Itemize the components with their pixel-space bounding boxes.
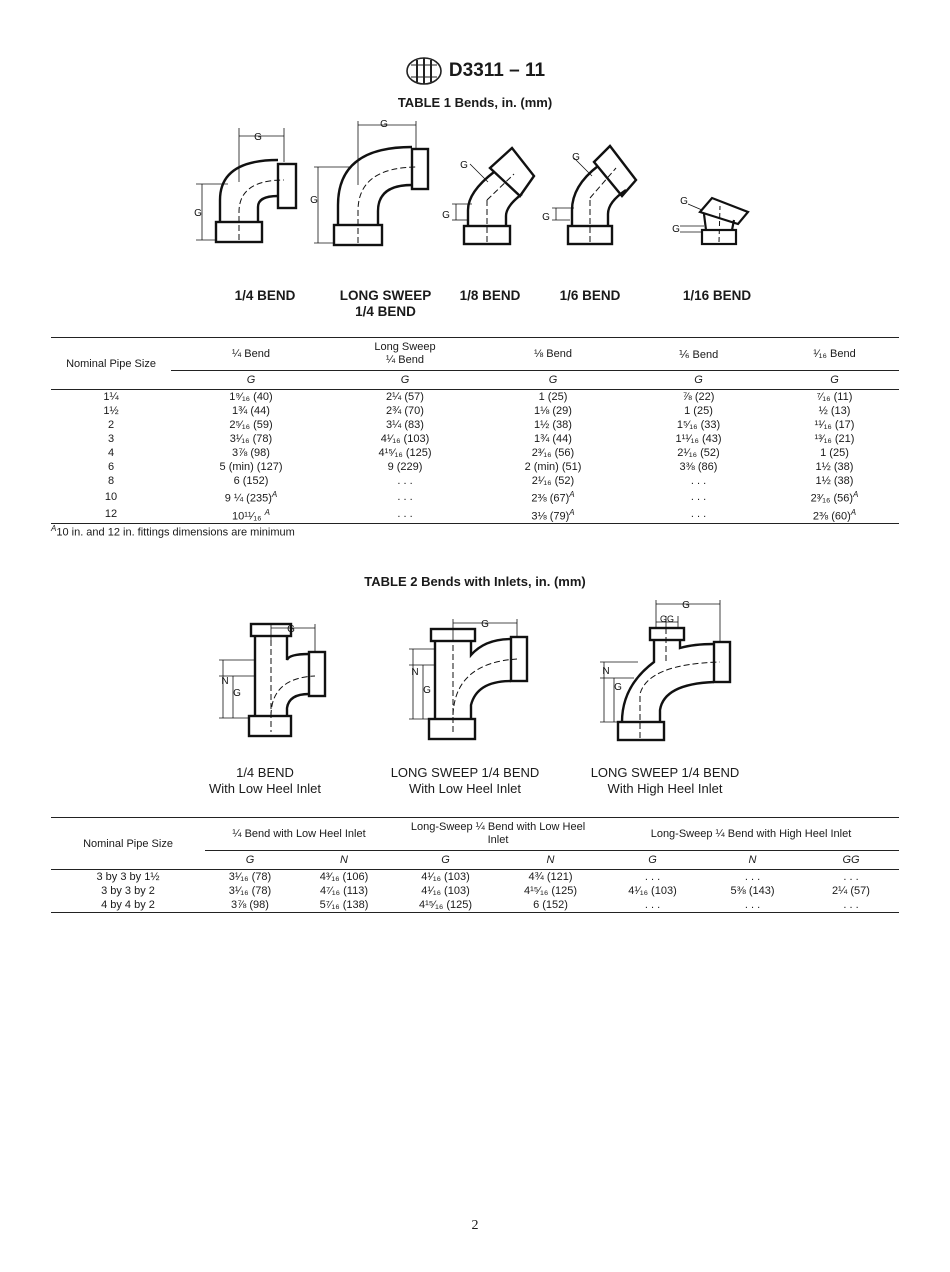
table-cell: . . . — [397, 475, 413, 487]
table-row — [51, 390, 899, 405]
table-cell: 2¼ (57) — [386, 391, 424, 403]
table-cell: 5⅜ (143) — [730, 885, 775, 897]
svg-text:G: G — [682, 600, 690, 611]
long-sweep-high-heel-drawing — [598, 598, 748, 746]
svg-text:G: G — [194, 208, 202, 219]
table1-subhead: G — [770, 371, 899, 390]
table-cell: 1½ — [103, 405, 119, 417]
table-cell: 4⁷⁄₁₆ (113) — [319, 885, 368, 897]
table-cell: 5 (min) (127) — [219, 461, 283, 473]
svg-text:G: G — [254, 132, 262, 143]
table-cell: 3¹⁄₁₆ (78) — [228, 885, 272, 897]
svg-text:N: N — [221, 676, 229, 687]
table-cell: 9 (229) — [387, 461, 423, 473]
table-cell: 1 (25) — [538, 391, 568, 403]
table-cell: 1⁵⁄₁₆ (33) — [676, 419, 721, 431]
table-cell: . . . — [690, 490, 707, 503]
table-cell: ½ (13) — [818, 405, 851, 417]
table1-subhead: G — [627, 371, 770, 390]
svg-text:GG: GG — [659, 614, 675, 624]
table-row — [51, 432, 899, 446]
table-cell: . . . — [744, 871, 761, 883]
table2-header-group-quarter: ¼ Bend with Low Heel Inlet — [205, 818, 393, 851]
table-cell: 2¾ (70) — [386, 405, 424, 417]
table2-subhead: G — [205, 851, 295, 870]
table-cell: ¹¹⁄₁₆ (17) — [814, 419, 855, 431]
footnote-ref: A — [264, 507, 270, 517]
figure-label-quarter-bend: 1/4 BEND — [234, 288, 296, 303]
figure-label-long-sweep-high-heel: LONG SWEEP 1/4 BEND With High Heel Inlet — [590, 765, 740, 796]
table-cell: 3 by 3 by 1½ — [96, 871, 160, 883]
table-cell: . . . — [702, 898, 803, 913]
table-cell: 1 (25) — [820, 447, 849, 459]
table-cell: 2⅜ $(60)^A$ — [770, 506, 899, 524]
table-cell: . . . — [644, 871, 661, 883]
svg-text:G: G — [287, 624, 295, 635]
table-cell: ⅞ (22) — [682, 391, 715, 403]
figure-label-low-heel-inlet: 1/4 BEND With Low Heel Inlet — [209, 765, 321, 796]
table1-header-sixteenth: ¹⁄₁₆ Bend — [770, 338, 899, 371]
table1-header-nominal: Nominal Pipe Size — [51, 338, 171, 390]
table-cell: 4¹⁵⁄₁₆ (125) — [378, 447, 432, 459]
table-cell: 3 by 3 by 2 — [101, 885, 155, 897]
table-cell: 1 (25) — [684, 405, 713, 417]
footnote-ref: A — [850, 507, 857, 517]
table-cell: 6 (152) — [233, 475, 269, 487]
table1-header-sixth: ⅙ Bend — [627, 338, 770, 371]
svg-text:G: G — [442, 210, 450, 221]
table2-subhead: N — [702, 851, 803, 870]
svg-text:G: G — [310, 195, 318, 206]
table2-header-group-long-sweep-low: Long-Sweep ¼ Bend with Low Heel Inlet — [393, 818, 603, 851]
sixteenth-bend-drawing — [670, 190, 755, 250]
table-cell: 3¼ (83) — [386, 419, 424, 431]
table-cell: 1¼ — [103, 391, 119, 403]
table-cell: 2 — [107, 419, 115, 431]
table2-subhead: G — [603, 851, 702, 870]
figure-label-long-sweep: LONG SWEEP 1/4 BEND — [339, 288, 432, 319]
figure-label-sixteenth-bend: 1/16 BEND — [682, 288, 752, 303]
table-row — [51, 898, 899, 913]
table2-subhead: G — [393, 851, 498, 870]
eighth-bend-drawing — [442, 150, 542, 250]
table-cell: 3⅞ (98) — [205, 898, 295, 913]
page-header — [0, 56, 950, 86]
svg-text:G: G — [233, 688, 241, 699]
table1-subhead: G — [479, 371, 627, 390]
table1-header-eighth: ⅛ Bend — [479, 338, 627, 371]
figure-label-eighth-bend: 1/8 BEND — [459, 288, 521, 303]
table2-subhead: N — [498, 851, 603, 870]
table2-bends-with-inlets — [51, 817, 899, 913]
svg-text:G: G — [614, 682, 622, 693]
footnote-ref: A — [271, 490, 278, 499]
svg-text:G: G — [542, 212, 550, 223]
table-cell: 9 ¼ $(235)^A$ — [224, 490, 278, 505]
table-cell: 3 — [107, 433, 115, 445]
table-cell: 2¹⁄₁₆ (52) — [531, 475, 575, 487]
table-row — [51, 474, 899, 488]
table2-subhead: N — [295, 851, 393, 870]
table-cell: 1⅛ (29) — [534, 405, 572, 417]
table-cell: 6 (152) — [498, 898, 603, 913]
svg-text:G: G — [423, 685, 431, 696]
figure-label-long-sweep-low-heel: LONG SWEEP 1/4 BEND With Low Heel Inlet — [390, 765, 540, 796]
footnote-text: 10 in. and 12 in. fittings dimensions are minimum — [56, 526, 295, 539]
table-cell: 1¹¹⁄₁₆ (43) — [675, 433, 722, 445]
table-row — [51, 884, 899, 898]
table-cell: 2 (min) (51) — [524, 461, 582, 473]
table-cell: . . . — [397, 490, 413, 503]
long-sweep-low-heel-drawing — [405, 615, 540, 745]
page-number: 2 — [471, 1218, 479, 1233]
table2-header-nominal: Nominal Pipe Size — [51, 818, 205, 870]
table-row — [51, 404, 899, 418]
table-cell: 4¹⁄₁₆ (103) — [421, 885, 470, 897]
svg-text:G: G — [481, 619, 489, 630]
table-cell: 4¾ (121) — [528, 871, 573, 883]
document-id: D3311 – 11 — [448, 60, 546, 81]
table-cell: 4¹⁄₁₆ (103) — [628, 885, 677, 897]
footnote-mark: A — [51, 524, 57, 533]
table1-header-quarter: ¼ Bend — [171, 338, 331, 371]
table-cell: 6 — [107, 461, 115, 473]
table-cell: 2³⁄₁₆ (56) — [531, 447, 575, 459]
table-cell: 2¼ (57) — [832, 885, 870, 897]
svg-text:G: G — [672, 224, 680, 235]
table-cell: 10 — [104, 490, 118, 503]
svg-text:G: G — [572, 152, 580, 163]
table-cell: 1⁹⁄₁₆ (40) — [229, 391, 273, 403]
table-cell: 12 — [51, 506, 171, 524]
table-cell: 3⅞ (98) — [232, 447, 270, 459]
table2-subhead: GG — [803, 851, 899, 870]
table1-bends — [51, 337, 899, 524]
table-cell: . . . — [331, 506, 479, 524]
table-row — [51, 460, 899, 474]
table-row — [51, 418, 899, 432]
footnote-ref: A — [853, 490, 859, 499]
table-cell: . . . — [627, 506, 770, 524]
table-row — [51, 446, 899, 460]
table-cell: 8 — [107, 475, 115, 487]
table-cell: 1½ (38) — [534, 419, 572, 431]
footnote-ref: A — [569, 490, 575, 499]
table-cell: 4¹⁄₁₆ (103) — [421, 871, 470, 883]
table-cell: 1¾ (44) — [534, 433, 572, 445]
sixth-bend-drawing — [542, 150, 642, 250]
table-cell: 10¹¹⁄₁₆ $^A$ — [171, 506, 331, 524]
table-cell: ⁷⁄₁₆ (11) — [816, 391, 853, 403]
table1-caption: TABLE 1 Bends, in. (mm) — [397, 95, 553, 110]
table2-caption: TABLE 2 Bends with Inlets, in. (mm) — [364, 574, 586, 589]
table-cell: 4¹⁵⁄₁₆ (125) — [393, 898, 498, 913]
table-row — [51, 870, 899, 885]
table-cell: 3¹⁄₁₆ (78) — [228, 871, 272, 883]
table-cell: . . . — [603, 898, 702, 913]
quarter-bend-drawing — [192, 122, 307, 252]
table-row — [51, 506, 899, 524]
svg-text:G: G — [460, 160, 468, 171]
table-cell: . . . — [803, 898, 899, 913]
table-cell: 2³⁄₁₆ $(56)^A$ — [810, 490, 859, 505]
svg-text:G: G — [380, 119, 388, 130]
table-cell: 4 by 4 by 2 — [51, 898, 205, 913]
table-cell: . . . — [690, 475, 707, 487]
table-cell: ¹³⁄₁₆ (21) — [814, 433, 855, 445]
table-cell: 2⁵⁄₁₆ (59) — [229, 419, 273, 431]
quarter-bend-low-heel-drawing — [215, 620, 335, 745]
table-cell: 4 — [107, 447, 115, 459]
svg-text:N: N — [602, 666, 610, 677]
table-cell: 2¹⁄₁₆ (52) — [677, 447, 720, 459]
table-row — [51, 488, 899, 506]
table1-footnote — [51, 524, 295, 539]
table-cell: 3⅛ $(79)^A$ — [479, 506, 627, 524]
table1-subhead: G — [331, 371, 479, 390]
svg-text:G: G — [680, 196, 688, 207]
astm-logo-icon — [405, 56, 443, 86]
table-cell: 4³⁄₁₆ (106) — [319, 871, 369, 883]
figure-label-sixth-bend: 1/6 BEND — [559, 288, 621, 303]
table-cell: 3⅜ (86) — [679, 461, 718, 473]
table1-header-long-sweep: Long Sweep ¼ Bend — [331, 338, 479, 371]
table1-subhead: G — [171, 371, 331, 390]
table-cell: 1¾ (44) — [232, 405, 270, 417]
table-cell: 1½ (38) — [815, 475, 854, 487]
table-cell: . . . — [843, 871, 859, 883]
table-cell: 1½ (38) — [815, 461, 854, 473]
table-cell: 3¹⁄₁₆ (78) — [229, 433, 273, 445]
svg-text:N: N — [411, 667, 419, 678]
long-sweep-quarter-bend-drawing — [310, 115, 440, 252]
table2-header-group-long-sweep-high: Long-Sweep ¼ Bend with High Heel Inlet — [603, 818, 899, 851]
footnote-ref: A — [569, 507, 575, 517]
table-cell: 4¹⁄₁₆ (103) — [380, 433, 430, 445]
table-cell: 4¹⁵⁄₁₆ (125) — [523, 885, 578, 897]
table-cell: 5⁷⁄₁₆ (138) — [295, 898, 393, 913]
table-cell: 2⅜ $(67)^A$ — [531, 490, 575, 505]
